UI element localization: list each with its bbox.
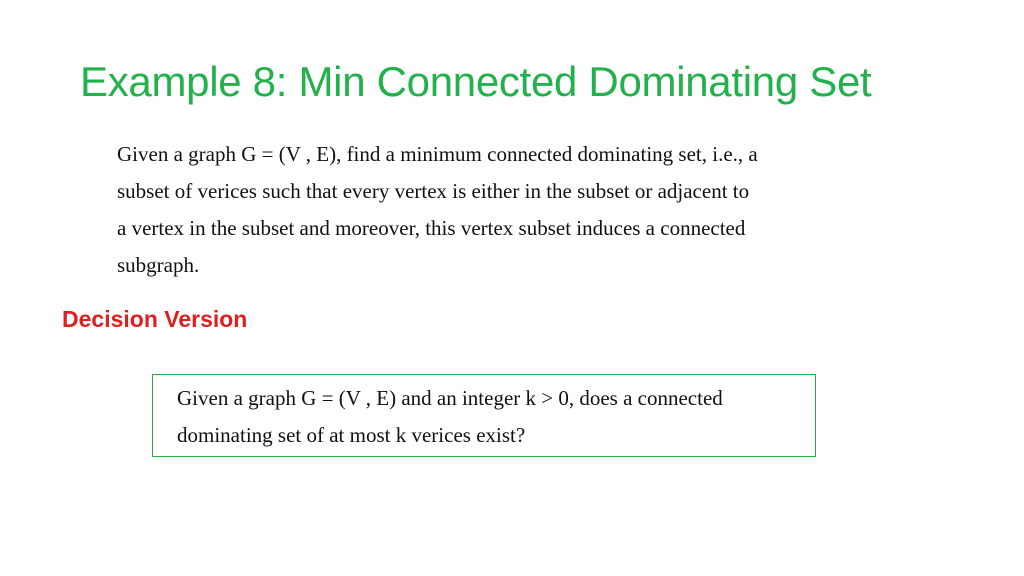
decision-line: dominating set of at most k verices exist? (177, 423, 526, 447)
decision-version-text (177, 380, 723, 454)
decision-line: Given a graph G = (V , E) and an integer k > 0, does a connected (177, 386, 723, 410)
decision-version-box (152, 374, 816, 457)
description-line: subset of verices such that every vertex is either in the subset or adjacent to (117, 179, 750, 203)
problem-description (117, 136, 877, 284)
description-line: a vertex in the subset and moreover, this vertex subset induces a connected (117, 216, 746, 240)
description-line: subgraph. (117, 253, 200, 277)
description-line: Given a graph G = (V , E), find a minimum connected dominating set, i.e., a (117, 142, 758, 166)
decision-version-heading: Decision Version (62, 306, 248, 332)
slide-title: Example 8: Min Connected Dominating Set (80, 58, 872, 105)
